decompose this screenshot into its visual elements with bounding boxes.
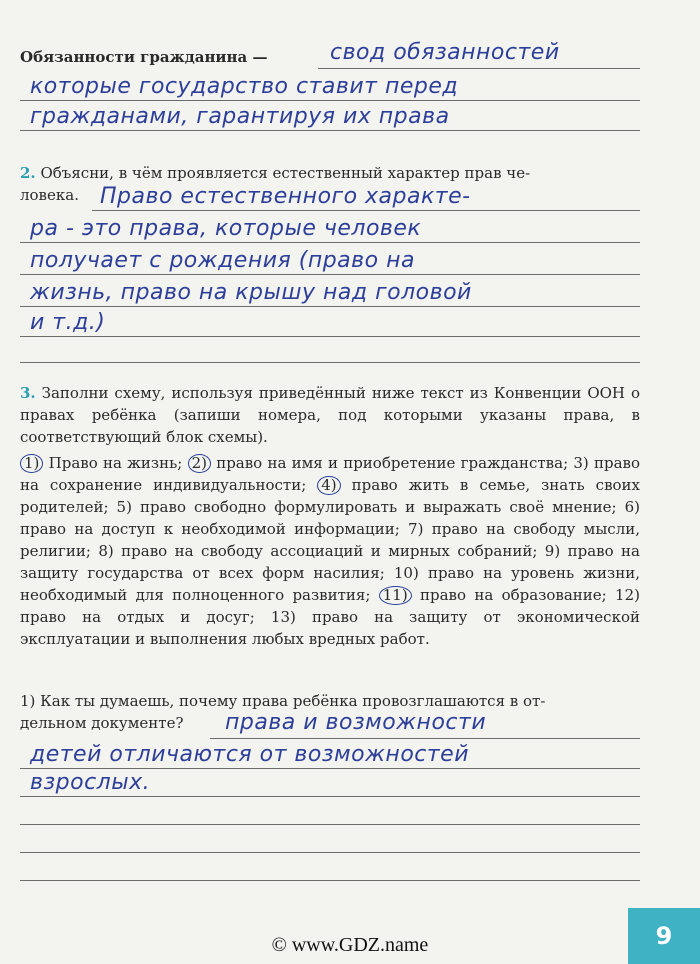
handwritten-answer-line: гражданами, гарантируя их права: [30, 104, 450, 129]
handwritten-answer-line: свод обязанностей: [330, 40, 560, 65]
handwritten-answer-line: получает с рождения (право на: [30, 248, 415, 273]
circled-number: 11): [379, 586, 412, 605]
answer-line: [20, 880, 640, 881]
answer-line: [210, 738, 640, 739]
handwritten-answer-line: и т.д.): [30, 310, 106, 335]
sub-question-1: 1) Как ты думаешь, почему права ребёнка провозглашаются в от- дельном документе?: [20, 692, 546, 732]
answer-line: [92, 210, 640, 211]
answer-line: [20, 130, 640, 131]
answer-line: [20, 336, 640, 337]
handwritten-answer-line: детей отличаются от возможностей: [30, 742, 470, 767]
answer-line: [20, 768, 640, 769]
answer-line: [20, 274, 640, 275]
answer-line: [20, 100, 640, 101]
handwritten-answer-line: права и возможности: [225, 710, 487, 735]
task-2-question: 2. Объясни, в чём проявляется естественный характер прав че- ловека.: [20, 164, 531, 204]
site-credit: © www.GDZ.name: [271, 934, 429, 956]
task-3-intro: 3. Заполни схему, используя приведённый ниже текст из Конвенции ООН о правах ребёнка (запиши номера, под которыми указаны права, в соответствующий блок схемы).: [20, 384, 640, 446]
handwritten-answer-line: взрослых.: [30, 770, 151, 795]
answer-line: [318, 68, 640, 69]
handwritten-answer-line: ра - это права, которые человек: [30, 216, 422, 241]
circled-number: 4): [317, 476, 340, 495]
task-number: 2.: [20, 164, 36, 182]
handwritten-answer-line: жизнь, право на крышу над головой: [30, 280, 472, 305]
task-number: 3.: [20, 384, 36, 402]
circled-number: 2): [188, 454, 211, 473]
rights-list: 1) Право на жизнь; 2) право на имя и приобретение гражданства; 3) право на сохранение индивидуальности; 4) право жить в семье, знать своих родителей; 5) право свободно формулировать и выражать своё мнение; 6) право на доступ к необходимой информации; 7) право на свободу мысли, религии; 8) право на свободу ассоциаций и мирных собраний; 9) право на защиту государства от всех форм насилия; 10) право на уровень жизни, необходимый для полноценного развития; 11) право на образование; 12) право на отдых и досуг; 13) право на защиту от экономической эксплуатации и выполнения любых вредных работ.: [20, 454, 640, 648]
handwritten-answer-line: Право естественного характе-: [100, 184, 471, 209]
circled-number: 1): [20, 454, 43, 473]
answer-line: [20, 306, 640, 307]
answer-line: [20, 824, 640, 825]
answer-line: [20, 852, 640, 853]
page-number: 9: [628, 908, 700, 964]
handwritten-answer-line: которые государство ставит перед: [30, 74, 459, 99]
term-heading: Обязанности гражданина —: [20, 48, 268, 66]
answer-line: [20, 362, 640, 363]
answer-line: [20, 242, 640, 243]
answer-line: [20, 796, 640, 797]
